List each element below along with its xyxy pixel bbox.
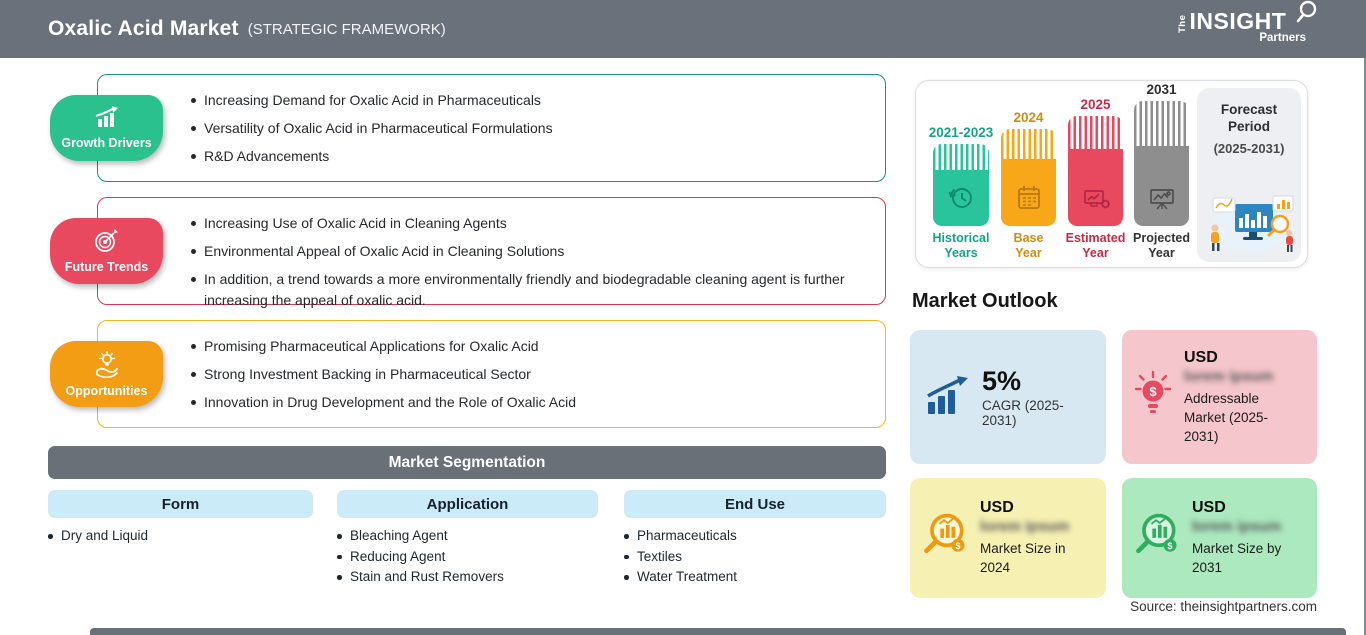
list-item: Dry and Liquid: [48, 526, 148, 547]
logo-row: [1178, 9, 1310, 33]
growth-bars-arrow-icon: [924, 374, 972, 421]
card-text: [1184, 349, 1302, 446]
label-projected-year: Projected Year: [1133, 231, 1190, 260]
timeline-card: [915, 80, 1308, 268]
masked-value: lorem ipsum: [980, 518, 1070, 535]
currency-label: USD: [1192, 499, 1226, 516]
cagr-content: [910, 330, 1106, 464]
card-label: Market Size in 2024: [980, 541, 1066, 575]
bar-stripes: [933, 144, 989, 170]
list-item: Water Treatment: [624, 567, 737, 588]
list-item: Increasing Demand for Oxalic Acid in Pharmaceuticals: [191, 90, 861, 111]
currency-label: USD: [1184, 348, 1218, 366]
card-label: Addressable Market (2025-2031): [1184, 390, 1269, 444]
historical-years-bar: [933, 144, 989, 226]
bar-body: [1134, 146, 1189, 226]
estimated-year-bar: [1068, 116, 1123, 226]
application-items: [337, 526, 504, 588]
target-icon: [93, 228, 120, 259]
bar-stripes: [1134, 101, 1189, 146]
list-item: Environmental Appeal of Oxalic Acid in Cleaning Solutions: [191, 241, 861, 262]
badge-label: Opportunities: [65, 383, 148, 398]
addressable-market-card: [1122, 330, 1317, 464]
future-trends-list: [98, 198, 885, 311]
opportunities-badge: [50, 341, 163, 407]
list-item: Bleaching Agent: [337, 526, 504, 547]
growth-drivers-box: [97, 74, 886, 182]
card-content: [1122, 330, 1317, 464]
future-trends-box: [97, 197, 886, 308]
year-base: 2024: [1013, 110, 1044, 125]
label-estimated-year: Estimated Year: [1065, 231, 1126, 260]
dollar-bulb-icon: [1130, 370, 1176, 425]
market-segmentation-bar: [48, 446, 886, 479]
list-item: In addition, a trend towards a more environmentally friendly and biodegradable cleaning agent is further increasing the appeal of oxalic acid.: [191, 269, 861, 311]
logo-the: The: [1177, 14, 1188, 33]
list-item: Reducing Agent: [337, 547, 504, 568]
opportunities-box: [97, 320, 886, 428]
market-outlook-heading: Market Outlook: [912, 290, 1058, 312]
cagr-card: [910, 330, 1106, 464]
forecast-title: Forecast Period: [1220, 102, 1278, 134]
card-text: [1192, 499, 1309, 577]
growth-drivers-badge: [50, 95, 163, 161]
segmentation-title: Market Segmentation: [388, 453, 546, 471]
history-clock-icon: [945, 183, 977, 218]
year-estimated: 2025: [1080, 97, 1111, 112]
cagr-label: CAGR (2025-2031): [982, 397, 1064, 428]
logo-insight: INSIGHT: [1189, 8, 1287, 34]
forecast-monitor-gear-icon: [1081, 185, 1111, 218]
card-label: Market Size by 2031: [1192, 541, 1282, 575]
forecast-range: (2025-2031): [1213, 141, 1285, 156]
list-item: Increasing Use of Oxalic Acid in Cleaning Agents: [191, 213, 861, 234]
list-item: Pharmaceuticals: [624, 526, 737, 547]
bulb-hand-icon: [93, 351, 121, 383]
year-projected: 2031: [1146, 82, 1177, 97]
list-item: Innovation in Drug Development and the Role of Oxalic Acid: [191, 392, 861, 413]
enduse-items: [624, 526, 737, 588]
segment-header-form: Form: [48, 490, 313, 518]
svg-text:$: $: [955, 540, 961, 551]
market-size-2024-card: [910, 478, 1106, 598]
label-base-year: Base Year: [1013, 231, 1044, 260]
list-item: Promising Pharmaceutical Applications for Oxalic Acid: [191, 336, 861, 357]
page-title: Oxalic Acid Market: [48, 17, 239, 40]
header-bar: [0, 0, 1366, 58]
page-subtitle: (STRATEGIC FRAMEWORK): [247, 20, 446, 38]
card-content: [1122, 478, 1317, 598]
magnifier-chart-icon-orange: [918, 510, 972, 567]
badge-label: Growth Drivers: [61, 136, 152, 150]
list-item: Strong Investment Backing in Pharmaceutical Sector: [191, 364, 861, 385]
segment-header-enduse: End Use: [624, 490, 886, 518]
list-item: Stain and Rust Removers: [337, 567, 504, 588]
form-items: [48, 526, 148, 547]
bar-body: [1068, 149, 1123, 226]
currency-label: USD: [980, 499, 1014, 516]
analysts-illustration: [1201, 190, 1297, 259]
label-historical-years: Historical Years: [932, 231, 990, 260]
card-content: [910, 478, 1106, 598]
projected-year-bar: [1134, 101, 1189, 226]
source-attribution: Source: theinsightpartners.com: [1130, 599, 1317, 614]
year-historical: 2021-2023: [928, 125, 994, 140]
cagr-value: 5%: [982, 365, 1022, 396]
forecast-period-panel: [1197, 88, 1301, 262]
badge-label: Future Trends: [64, 260, 149, 274]
bar-stripes: [1001, 129, 1056, 159]
logo-partners: Partners: [1259, 32, 1306, 44]
bottom-divider-bar: [90, 628, 1346, 635]
future-trends-badge: [50, 218, 163, 284]
card-text: [980, 499, 1098, 577]
bar-stripes: [1068, 116, 1123, 149]
masked-value: lorem ipsum: [1184, 367, 1274, 385]
market-size-2031-card: [1122, 478, 1317, 598]
cagr-text: [982, 367, 1096, 428]
list-item: R&D Advancements: [191, 146, 861, 167]
projection-board-icon: [1146, 185, 1178, 218]
svg-text:$: $: [1167, 540, 1173, 551]
list-item: Textiles: [624, 547, 737, 568]
opportunities-list: [98, 321, 885, 413]
growth-drivers-list: [98, 75, 885, 167]
magnifier-chart-icon-green: [1130, 510, 1184, 567]
svg-text:$: $: [1149, 383, 1157, 399]
calendar-icon: [1014, 183, 1044, 218]
base-year-bar: [1001, 129, 1056, 226]
bar-body: [1001, 159, 1056, 226]
magnifier-icon: [1296, 0, 1318, 29]
masked-value: lorem ipsum: [1192, 518, 1282, 535]
list-item: Versatility of Oxalic Acid in Pharmaceutical Formulations: [191, 118, 861, 139]
growth-chart-icon: [92, 106, 122, 135]
bar-body: [933, 170, 989, 226]
insight-partners-logo: [1178, 9, 1310, 44]
segment-header-application: Application: [337, 490, 598, 518]
